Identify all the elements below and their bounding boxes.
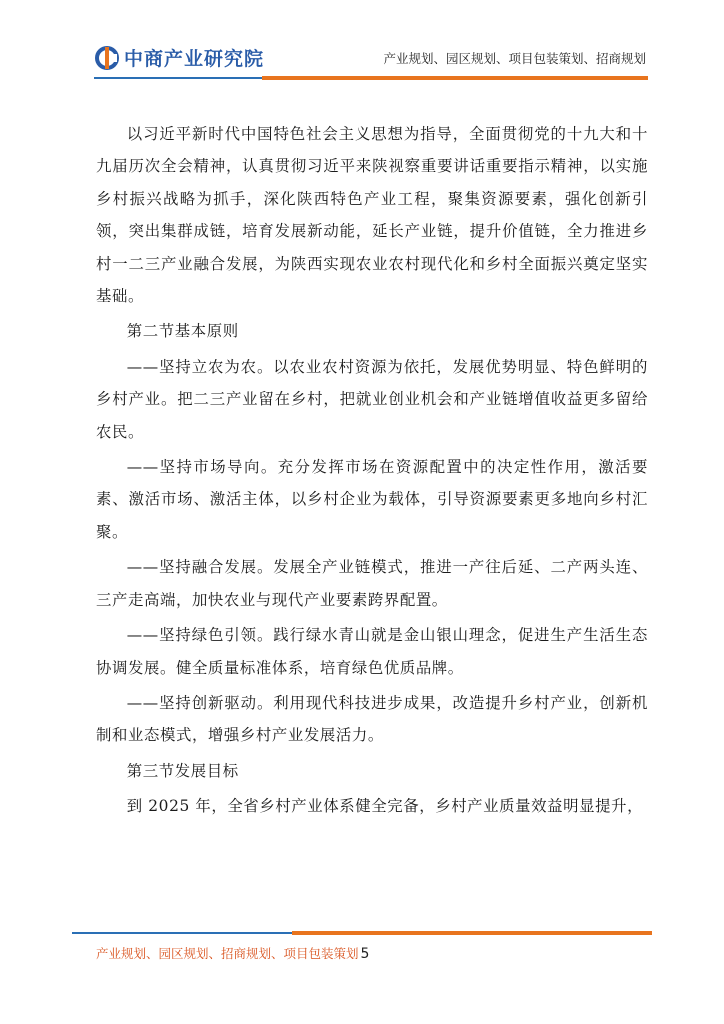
- document-body: [96, 118, 648, 823]
- footer-rule-blue: [72, 932, 292, 934]
- page-number: 5: [360, 946, 370, 962]
- logo-mark-icon: [94, 45, 120, 71]
- principle-paragraph: ——坚持市场导向。充分发挥市场在资源配置中的决定性作用，激活要素、激活市场、激活主体，以乡村企业为载体，引导资源要素更多地向乡村汇聚。: [96, 458, 648, 541]
- logo-text: 中商产业研究院: [124, 48, 265, 70]
- header-rule-orange: [262, 76, 648, 80]
- principle-paragraph: ——坚持立农为农。以农业农村资源为依托，发展优势明显、特色鲜明的乡村产业。把二三产业留在乡村，把就业创业机会和产业链增值收益更多留给农民。: [96, 357, 648, 441]
- section-heading-goals: 第三节发展目标: [126, 761, 239, 780]
- logo: [94, 44, 264, 71]
- footer-rule-orange: [292, 931, 652, 935]
- section-heading-principles: 第二节基本原则: [126, 322, 239, 341]
- footer-tagline: 产业规划、园区规划、招商规划、项目包装策划: [96, 946, 359, 961]
- header-tagline: 产业规划、园区规划、项目包装策划、招商规划: [383, 51, 646, 66]
- principle-paragraph: ——坚持绿色引领。践行绿水青山就是金山银山理念，促进生产生活生态协调发展。健全质量标准体系，培育绿色优质品牌。: [96, 626, 648, 677]
- paragraph-goals: 到 2025 年，全省乡村产业体系健全完备，乡村产业质量效益明显提升，: [126, 797, 644, 816]
- principle-paragraph: ——坚持融合发展。发展全产业链模式，推进一产往后延、二产两头连、三产走高端，加快农业与现代产业要素跨界配置。: [96, 558, 648, 609]
- header-rule-blue: [94, 77, 262, 79]
- paragraph-guiding-ideology: 以习近平新时代中国特色社会主义思想为指导，全面贯彻党的十九大和十九届历次全会精神，认真贯彻习近平来陕视察重要讲话重要指示精神，以实施乡村振兴战略为抓手，深化陕西特色产业工程，聚集资源要素，强化创新引领，突出集群成链，培育发展新动能，延长产业链，提升价值链，全力推进乡村一二三产业融合发展，为陕西实现农业农村现代化和乡村全面振兴奠定坚实基础。: [96, 125, 648, 306]
- footer-text: [96, 944, 369, 962]
- principle-paragraph: ——坚持创新驱动。利用现代科技进步成果，改造提升乡村产业，创新机制和业态模式，增强乡村产业发展活力。: [96, 693, 648, 745]
